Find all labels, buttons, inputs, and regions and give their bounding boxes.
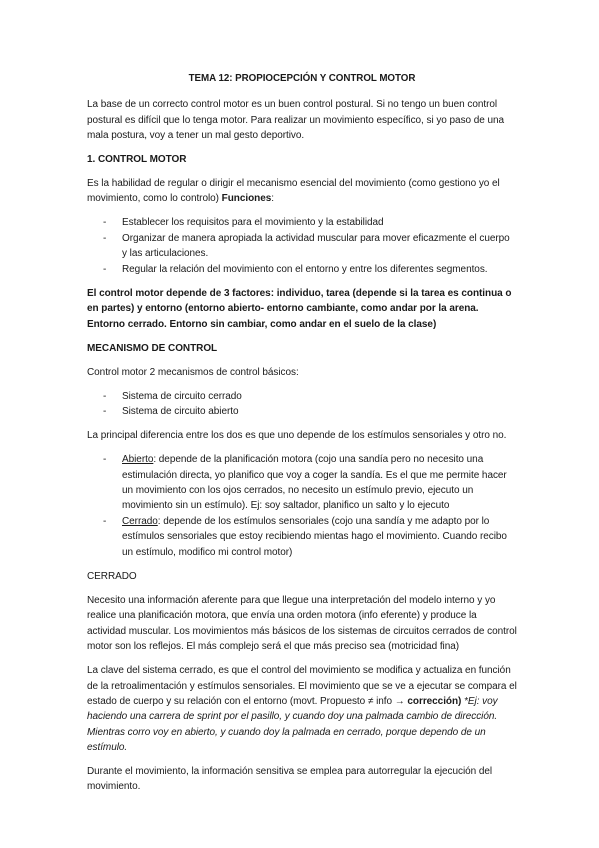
abierto-label: Abierto [122, 454, 154, 466]
section-heading-control-motor: 1. CONTROL MOTOR [87, 154, 187, 166]
cerrado-paragraph-2 [87, 663, 517, 755]
page-title: TEMA 12: PROPIOCEPCIÓN Y CONTROL MOTOR [188, 73, 416, 84]
list-item: - Establecer los requisitos para el movimiento y la estabilidad [87, 215, 517, 230]
cerrado-text: : depende de los estímulos sensoriales (cojo una sandía y me adapto por lo estímulos sensoriales que estoy recibiendo mientas hago el movimiento. Cuando recibo un estímulo, modifico mi control motor) [122, 515, 507, 558]
factors-paragraph: El control motor depende de 3 factores: individuo, tarea (depende si la tarea es continua o en partes) y entorno (entorno abierto- entorno cambiante, como andar por la arena. Entorno cerrado. Entorno sin cambiar, como andar en el suelo de la clase) [87, 287, 512, 330]
mecanismo-list [87, 389, 517, 420]
correccion-label: corrección) [407, 695, 462, 707]
cerrado-label: Cerrado [122, 515, 158, 527]
section-heading-mecanismo: MECANISMO DE CONTROL [87, 342, 218, 354]
intro-paragraph: La base de un correcto control motor es un buen control postural. Si no tengo un buen control postural es difícil que lo tenga motor. Para realizar un movimiento específico, si yo paso de una mala postura, voy a tener un mal gesto deportivo. [87, 99, 505, 142]
definition-text: Es la habilidad de regular o dirigir el mecanismo esencial del movimiento (como gestiono yo el movimiento, como lo controlo) [87, 178, 500, 205]
cerrado-p2-text: La clave del sistema cerrado, es que el control del movimiento se modifica y actualiza en función de la retroalimentación y estímulos sensoriales. El movimiento que se ve a ejecutar se compara el estado de cuerpo y su relación con el entorno (movt. Propuesto ≠ info → [87, 665, 517, 707]
list-item: - Sistema de circuito cerrado [87, 389, 517, 404]
circuit-types-list [87, 452, 517, 560]
mecanismo-intro: Control motor 2 mecanismos de control básicos: [87, 366, 299, 378]
definition-paragraph [87, 176, 517, 207]
difference-paragraph: La principal diferencia entre los dos es que uno depende de los estímulos sensoriales y otro no. [87, 430, 507, 442]
document-content [87, 71, 517, 803]
example-text: *Ej: voy haciendo una carrera de sprint por el pasillo, y cuando doy una palmada cambio de dirección. Mientras corro voy en abierto, y cuando doy la palmada en cerrado, porque dependo de un estímulo. [87, 695, 498, 754]
list-item-cerrado [87, 514, 517, 560]
functions-list [87, 215, 517, 277]
list-item: - Organizar de manera apropiada la actividad muscular para mover eficazmente el cuerpo y las articulaciones. [87, 231, 517, 262]
functions-label: Funciones [221, 193, 272, 205]
abierto-text: : depende de la planificación motora (cojo una sandía pero no necesito una estimulación directa, yo planifico que voy a coger la sandía. Es el que me permite hacer un movimiento con los ojos cerrados, no necesito un estímulo previo, ejecuto un movimiento sin un estímulo). Ej: soy saltador, planifico un salto y lo ejecuto [122, 454, 507, 512]
cerrado-paragraph-3: Durante el movimiento, la información sensitiva se emplea para autorregular la ejecución del movimiento. [87, 766, 493, 793]
section-heading-cerrado: CERRADO [87, 571, 137, 583]
list-item-abierto [87, 452, 517, 514]
list-item: - Sistema de circuito abierto [87, 404, 517, 419]
cerrado-paragraph-1: Necesito una información aferente para que llegue una interpretación del modelo interno y yo realice una planificación motora, que envía una orden motora (info eferente) y produce la actividad muscular. Los movimientos más básicos de los sistemas de circuitos cerrados de control motor son los reflejos. El más complejo será el que más preciso sea (motricidad fina) [87, 594, 517, 653]
list-item: - Regular la relación del movimiento con el entorno y entre los diferentes segmentos. [87, 262, 517, 277]
functions-colon: : [271, 193, 274, 205]
